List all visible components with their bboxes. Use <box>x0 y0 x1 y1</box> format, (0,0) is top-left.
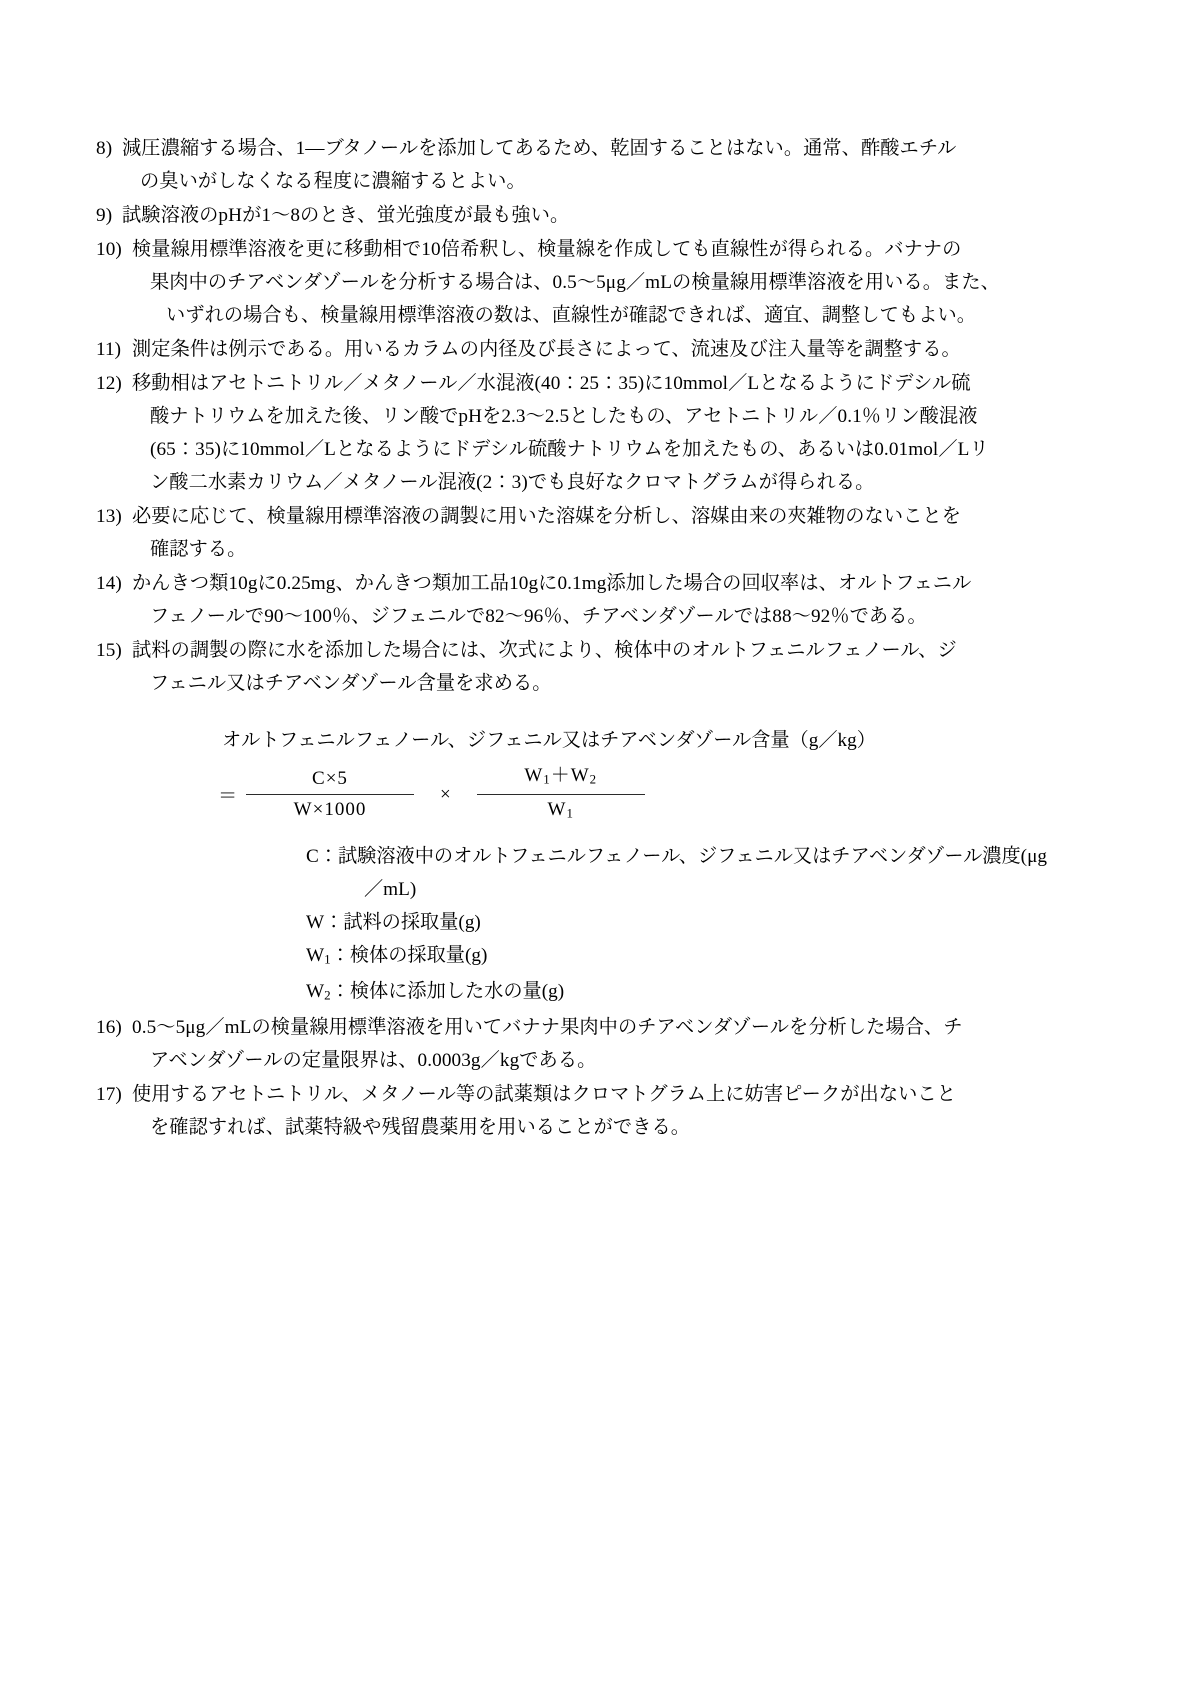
note-line: フェニル又はチアベンダゾール含量を求める。 <box>150 673 552 694</box>
formula-variable-definitions <box>200 840 1086 1012</box>
fraction-bar <box>477 794 645 795</box>
variable-key-colon: ： <box>330 944 350 966</box>
variable-definition-w1 <box>306 939 1086 975</box>
variable-definition-w2 <box>306 975 1086 1011</box>
note-body <box>132 567 1086 633</box>
variable-key-subscript: 2 <box>324 987 331 1003</box>
variable-description <box>350 975 1086 1011</box>
note-item-10 <box>96 233 1086 332</box>
equals-sign: ＝ <box>218 786 238 808</box>
note-line: 試験溶液のpHが1〜8のとき、蛍光強度が最も強い。 <box>122 205 570 226</box>
note-item-8 <box>96 132 1086 198</box>
variable-key <box>306 975 350 1011</box>
note-body <box>132 1078 1086 1144</box>
note-line: を確認すれば、試薬特級や残留農薬用を用いることができる。 <box>150 1117 691 1139</box>
note-line: 移動相はアセトニトリル／メタノール／水混液(40：25：35)に10mmol／Lとなるようにドデシル硫 <box>132 373 971 394</box>
note-number: 8) <box>96 138 113 159</box>
formula-title: オルトフェニルフェノール、ジフェニル又はチアベンダゾール含量（g／kg） <box>222 730 876 751</box>
variable-key-colon: ： <box>330 980 350 1002</box>
note-line: 使用するアセトニトリル、メタノール等の試薬類はクロマトグラム上に妨害ピークが出ないこと <box>132 1084 956 1106</box>
variable-line: 検体の採取量(g) <box>349 944 488 966</box>
variable-description <box>350 939 1086 975</box>
note-item-14 <box>96 567 1086 633</box>
fraction-numerator <box>518 762 603 793</box>
variable-line: 試料の採取量(g) <box>343 911 481 933</box>
fraction-weight <box>477 762 645 828</box>
variable-key-base: W <box>306 980 325 1002</box>
variable-key: C： <box>306 845 338 867</box>
note-body <box>132 367 1086 499</box>
note-number: 9) <box>96 205 113 226</box>
note-number: 12) <box>96 373 122 394</box>
note-line: アベンダゾールの定量限界は、0.0003g／kgである。 <box>150 1050 597 1072</box>
note-body <box>132 1011 1086 1077</box>
note-item-16 <box>96 1011 1086 1077</box>
formula-block <box>96 726 1086 1011</box>
note-line: 確認する。 <box>150 539 247 560</box>
w1-subscript: 1 <box>566 805 574 821</box>
note-number: 14) <box>96 573 122 594</box>
variable-description <box>343 906 1086 939</box>
note-line: 0.5〜5μg／mLの検量線用標準溶液を用いてバナナ果肉中のチアベンダゾールを分析した場合、チ <box>132 1017 963 1039</box>
note-body <box>132 233 1086 332</box>
note-line: 酸ナトリウムを加えた後、リン酸でpHを2.3〜2.5としたもの、アセトニトリル／0.1％リン酸混液 <box>150 406 978 427</box>
note-line: かんきつ類10gに0.25mg、かんきつ類加工品10gに0.1mg添加した場合の回収率は、オルトフェニル <box>132 573 972 594</box>
note-body <box>132 500 1086 566</box>
fraction-concentration <box>246 765 414 824</box>
note-item-9 <box>96 199 1086 232</box>
fraction-denominator <box>542 796 580 827</box>
note-number: 17) <box>96 1084 122 1106</box>
plus-sign: ＋ <box>550 765 571 786</box>
note-line: いずれの場合も、検量線用標準溶液の数は、直線性が確認できれば、適宜、調整してもよい。 <box>166 305 977 326</box>
w2-subscript: 2 <box>589 771 598 787</box>
document-content <box>96 132 1086 1145</box>
w2-base: W <box>570 765 590 786</box>
note-item-15 <box>96 634 1086 700</box>
note-body <box>122 199 1086 232</box>
note-line: 試料の調製の際に水を添加した場合には、次式により、検体中のオルトフェニルフェノール、ジ <box>132 640 957 661</box>
variable-key: W： <box>306 911 344 933</box>
note-number: 11) <box>96 339 122 360</box>
note-item-17 <box>96 1078 1086 1144</box>
note-line: 必要に応じて、検量線用標準溶液の調製に用いた溶媒を分析し、溶媒由来の夾雑物のないことを <box>132 506 961 527</box>
note-line: 減圧濃縮する場合、1—ブタノールを添加してあるため、乾固することはない。通常、酢酸エチル <box>122 138 957 159</box>
note-body <box>132 333 1086 366</box>
variable-definition-w <box>306 906 1086 939</box>
note-number: 15) <box>96 640 122 661</box>
note-line: ン酸二水素カリウム／メタノール混液(2：3)でも良好なクロマトグラムが得られる。 <box>150 472 875 493</box>
note-item-11 <box>96 333 1086 366</box>
note-line: の臭いがしなくなる程度に濃縮するとよい。 <box>140 171 526 192</box>
w1-base: W <box>547 799 567 821</box>
w1-subscript: 1 <box>543 771 551 787</box>
variable-key-base: W <box>306 944 325 966</box>
note-line: フェノールで90〜100％、ジフェニルで82〜96％、チアベンダゾールでは88〜92％である。 <box>150 606 927 627</box>
variable-description <box>338 840 1086 906</box>
variable-key <box>306 939 350 975</box>
variable-line: 試験溶液中のオルトフェニルフェノール、ジフェニル又はチアベンダゾール濃度(μg <box>338 845 1047 867</box>
note-item-12 <box>96 367 1086 499</box>
note-number: 13) <box>96 506 122 527</box>
note-line: (65：35)に10mmol／Lとなるようにドデシル硫酸ナトリウムを加えたもの、あるいは0.01mol／Lリ <box>150 439 989 460</box>
w1-base: W <box>524 765 544 786</box>
variable-definition-c <box>306 840 1086 906</box>
fraction-bar <box>246 794 414 795</box>
variable-line: ／mL) <box>364 878 417 900</box>
note-number: 16) <box>96 1017 122 1039</box>
formula-equation <box>200 762 1086 828</box>
multiply-sign: × <box>440 783 451 805</box>
note-number: 10) <box>96 239 122 260</box>
note-body <box>132 634 1086 700</box>
note-body <box>122 132 1086 198</box>
fraction-denominator: W×1000 <box>293 799 367 821</box>
note-line: 測定条件は例示である。用いるカラムの内径及び長さによって、流速及び注入量等を調整する。 <box>132 339 961 360</box>
fraction-numerator: C×5 <box>312 768 348 790</box>
variable-key-subscript: 1 <box>324 950 331 966</box>
variable-line: 検体に添加した水の量(g) <box>349 980 565 1002</box>
note-line: 検量線用標準溶液を更に移動相で10倍希釈し、検量線を作成しても直線性が得られる。バナナの <box>132 239 962 260</box>
note-line: 果肉中のチアベンダゾールを分析する場合は、0.5〜5μg／mLの検量線用標準溶液を用いる。また、 <box>150 272 1000 293</box>
note-item-13 <box>96 500 1086 566</box>
